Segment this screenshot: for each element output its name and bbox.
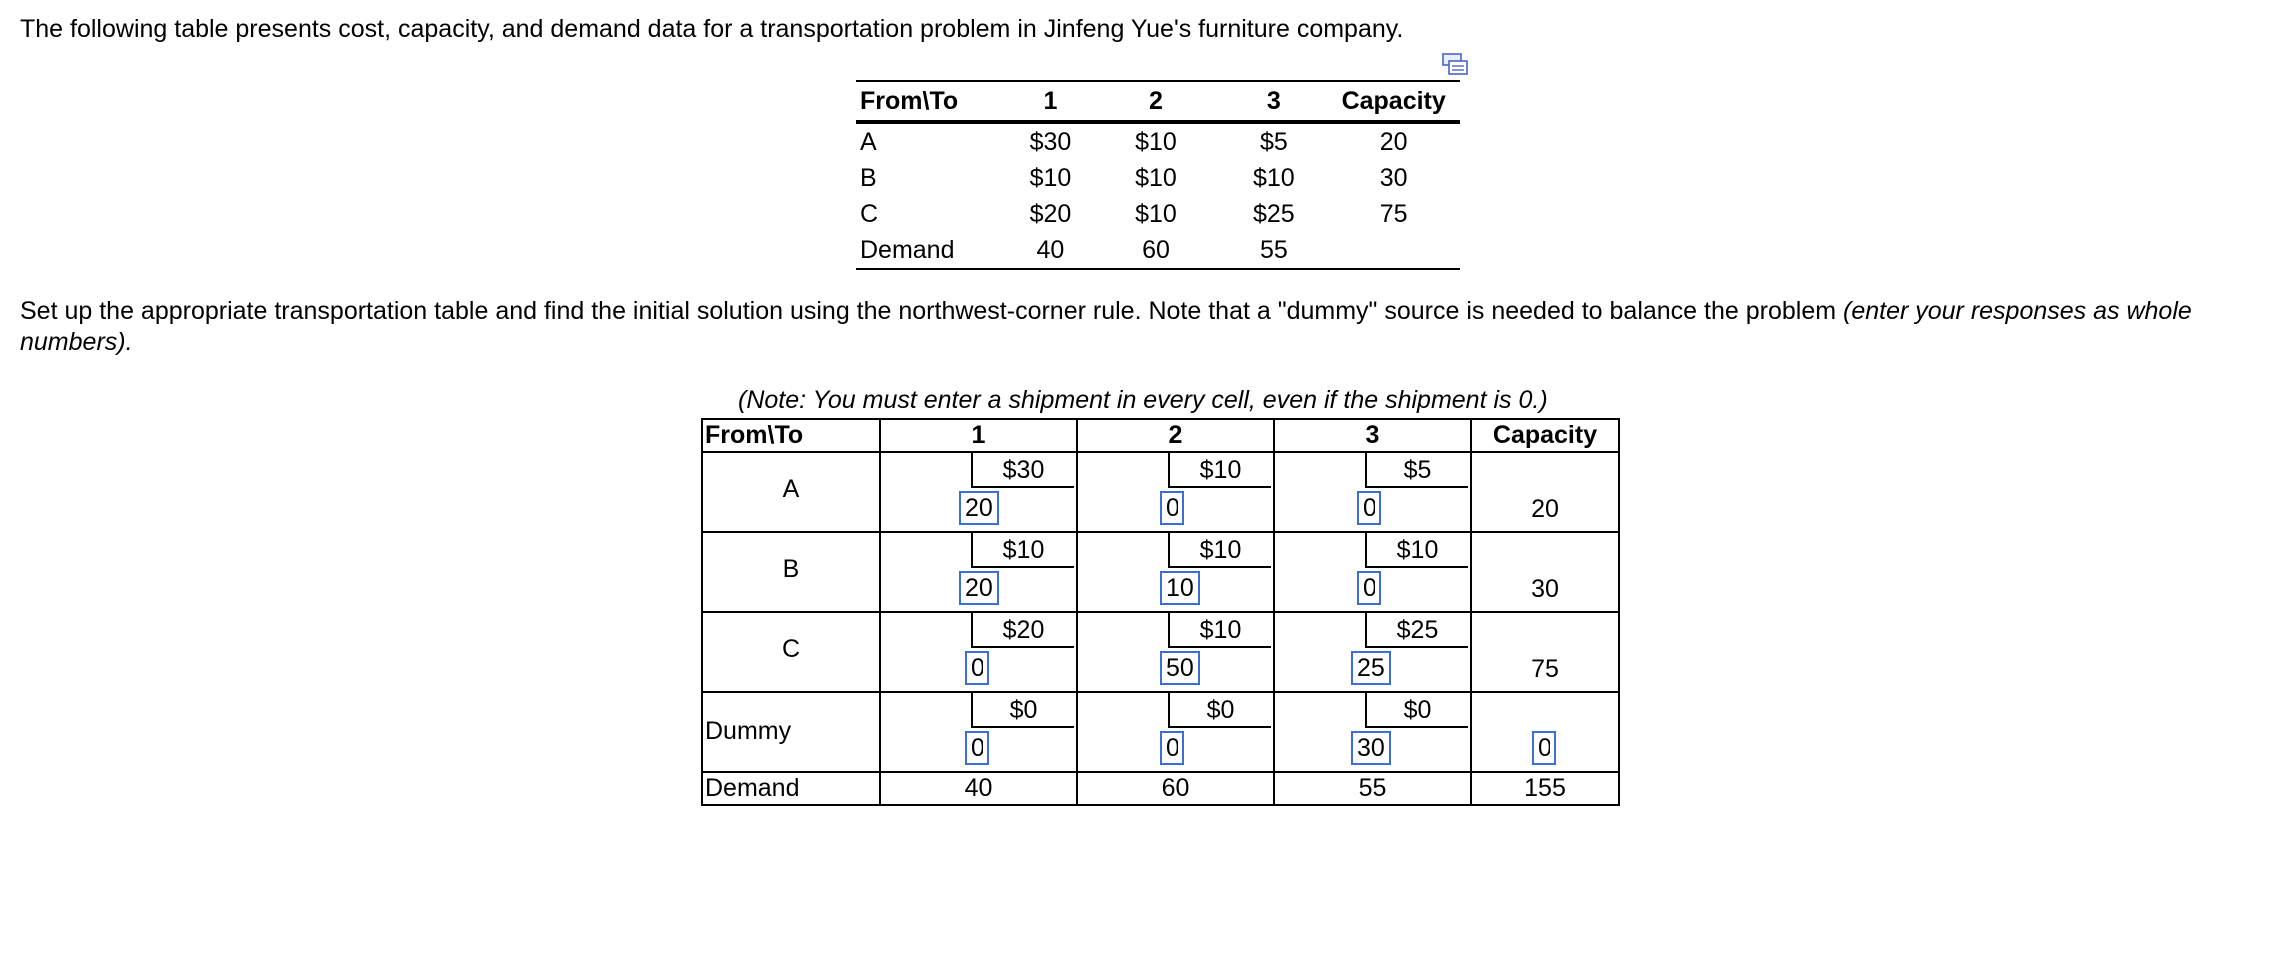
unit-cost: $25 [1365,613,1468,648]
unit-cost: $5 [1365,453,1468,488]
shipment-input[interactable] [1357,491,1381,525]
unit-cost: $30 [971,453,1074,488]
unit-cost: $10 [971,533,1074,568]
unit-cost: $10 [1168,613,1271,648]
route-cell [1077,692,1274,772]
capacity-value: 30 [1531,575,1559,603]
unit-cost: $10 [1365,533,1468,568]
table-row [702,612,1619,692]
table-row [702,452,1619,532]
table-row [702,692,1619,772]
header-dest-2: 2 [1149,87,1163,115]
data-table [856,80,1460,270]
row-label [702,452,880,532]
cost-cell: $30 [1029,128,1072,156]
shipment-input[interactable] [1160,651,1200,685]
cost-cell: $5 [1259,128,1288,156]
header-dest-3: 3 [1274,419,1471,452]
demand-value: 60 [1077,772,1274,805]
transportation-table [701,418,1620,806]
table-row [702,532,1619,612]
instructions [20,296,2290,358]
demand-cell: 40 [1036,236,1065,264]
cost-cell: $10 [1135,200,1177,228]
route-cell [880,452,1077,532]
table-row [856,232,1460,269]
row-label: Demand [860,236,955,264]
capacity-cell: 75 [1379,200,1408,228]
demand-cell [1327,232,1460,269]
route-cell [1274,692,1471,772]
header-dest-1: 1 [880,419,1077,452]
instructions-main: Set up the appropriate transportation table and find the initial solution using the northwest-corner rule. Note that a "dummy" source is needed to balance the problem [20,297,1843,325]
cost-cell: $10 [1029,164,1072,192]
unit-cost: $10 [1168,453,1271,488]
header-capacity: Capacity [1471,419,1619,452]
header-dest-3: 3 [1266,87,1281,115]
row-label-text: C [781,635,801,663]
shipment-input[interactable] [1160,571,1200,605]
cost-cell: $10 [1135,164,1177,192]
capacity-cell [1471,612,1619,692]
demand-row [702,772,1619,805]
row-label: C [860,200,879,228]
row-label [702,692,880,772]
route-cell [1274,612,1471,692]
shipment-input[interactable] [1351,731,1391,765]
route-cell [1274,452,1471,532]
intro-text: The following table presents cost, capacity, and demand data for a transportation problem in Jinfeng Yue's furniture company. [20,15,1404,43]
unit-cost: $0 [971,693,1074,728]
capacity-cell [1471,452,1619,532]
note-text: (Note: You must enter a shipment in every cell, even if the shipment is 0.) [738,386,1548,414]
route-cell [880,532,1077,612]
copy-table-icon[interactable] [1442,52,1468,76]
row-label [702,612,880,692]
row-label: B [860,164,877,192]
demand-value: 55 [1274,772,1471,805]
header-dest-1: 1 [1043,87,1058,115]
route-cell [1077,532,1274,612]
shipment-input[interactable] [1160,731,1184,765]
header-capacity: Capacity [1341,87,1446,115]
route-cell [880,692,1077,772]
shipment-input[interactable] [965,731,989,765]
capacity-cell: 20 [1379,128,1408,156]
demand-value: 40 [880,772,1077,805]
row-label [702,532,880,612]
transportation-table-header [702,419,1619,452]
table-row [856,122,1460,160]
table-row [856,160,1460,196]
shipment-input[interactable] [965,651,989,685]
cost-cell: $20 [1029,200,1072,228]
route-cell [1274,532,1471,612]
header-from-to: From\To [860,87,959,115]
unit-cost: $0 [1168,693,1271,728]
shipment-input[interactable] [959,491,999,525]
dummy-capacity-input[interactable] [1532,731,1556,765]
unit-cost: $20 [971,613,1074,648]
row-label-text: B [782,555,800,583]
instructions-italic: (enter your responses as whole numbers). [20,297,2192,356]
unit-cost: $0 [1365,693,1468,728]
capacity-cell [1471,692,1619,772]
shipment-input[interactable] [959,571,999,605]
unit-cost: $10 [1168,533,1271,568]
cost-cell: $10 [1135,128,1177,156]
row-label-text: Dummy [705,717,792,745]
demand-total: 155 [1471,772,1619,805]
cost-cell: $25 [1253,200,1295,228]
route-cell [1077,452,1274,532]
capacity-cell [1471,532,1619,612]
capacity-value: 75 [1531,655,1559,683]
data-table-header [856,81,1460,122]
row-label-text: A [782,475,800,503]
demand-cell: 60 [1142,236,1170,264]
demand-cell: 55 [1259,236,1288,264]
row-label: A [860,128,877,156]
cost-cell: $10 [1253,164,1295,192]
route-cell [1077,612,1274,692]
demand-label: Demand [702,772,880,805]
shipment-input[interactable] [1160,491,1184,525]
shipment-input[interactable] [1357,571,1381,605]
shipment-input[interactable] [1351,651,1391,685]
header-dest-2: 2 [1077,419,1274,452]
capacity-value: 20 [1531,495,1559,523]
route-cell [880,612,1077,692]
header-from-to: From\To [702,419,880,452]
table-row [856,196,1460,232]
capacity-cell: 30 [1379,164,1408,192]
